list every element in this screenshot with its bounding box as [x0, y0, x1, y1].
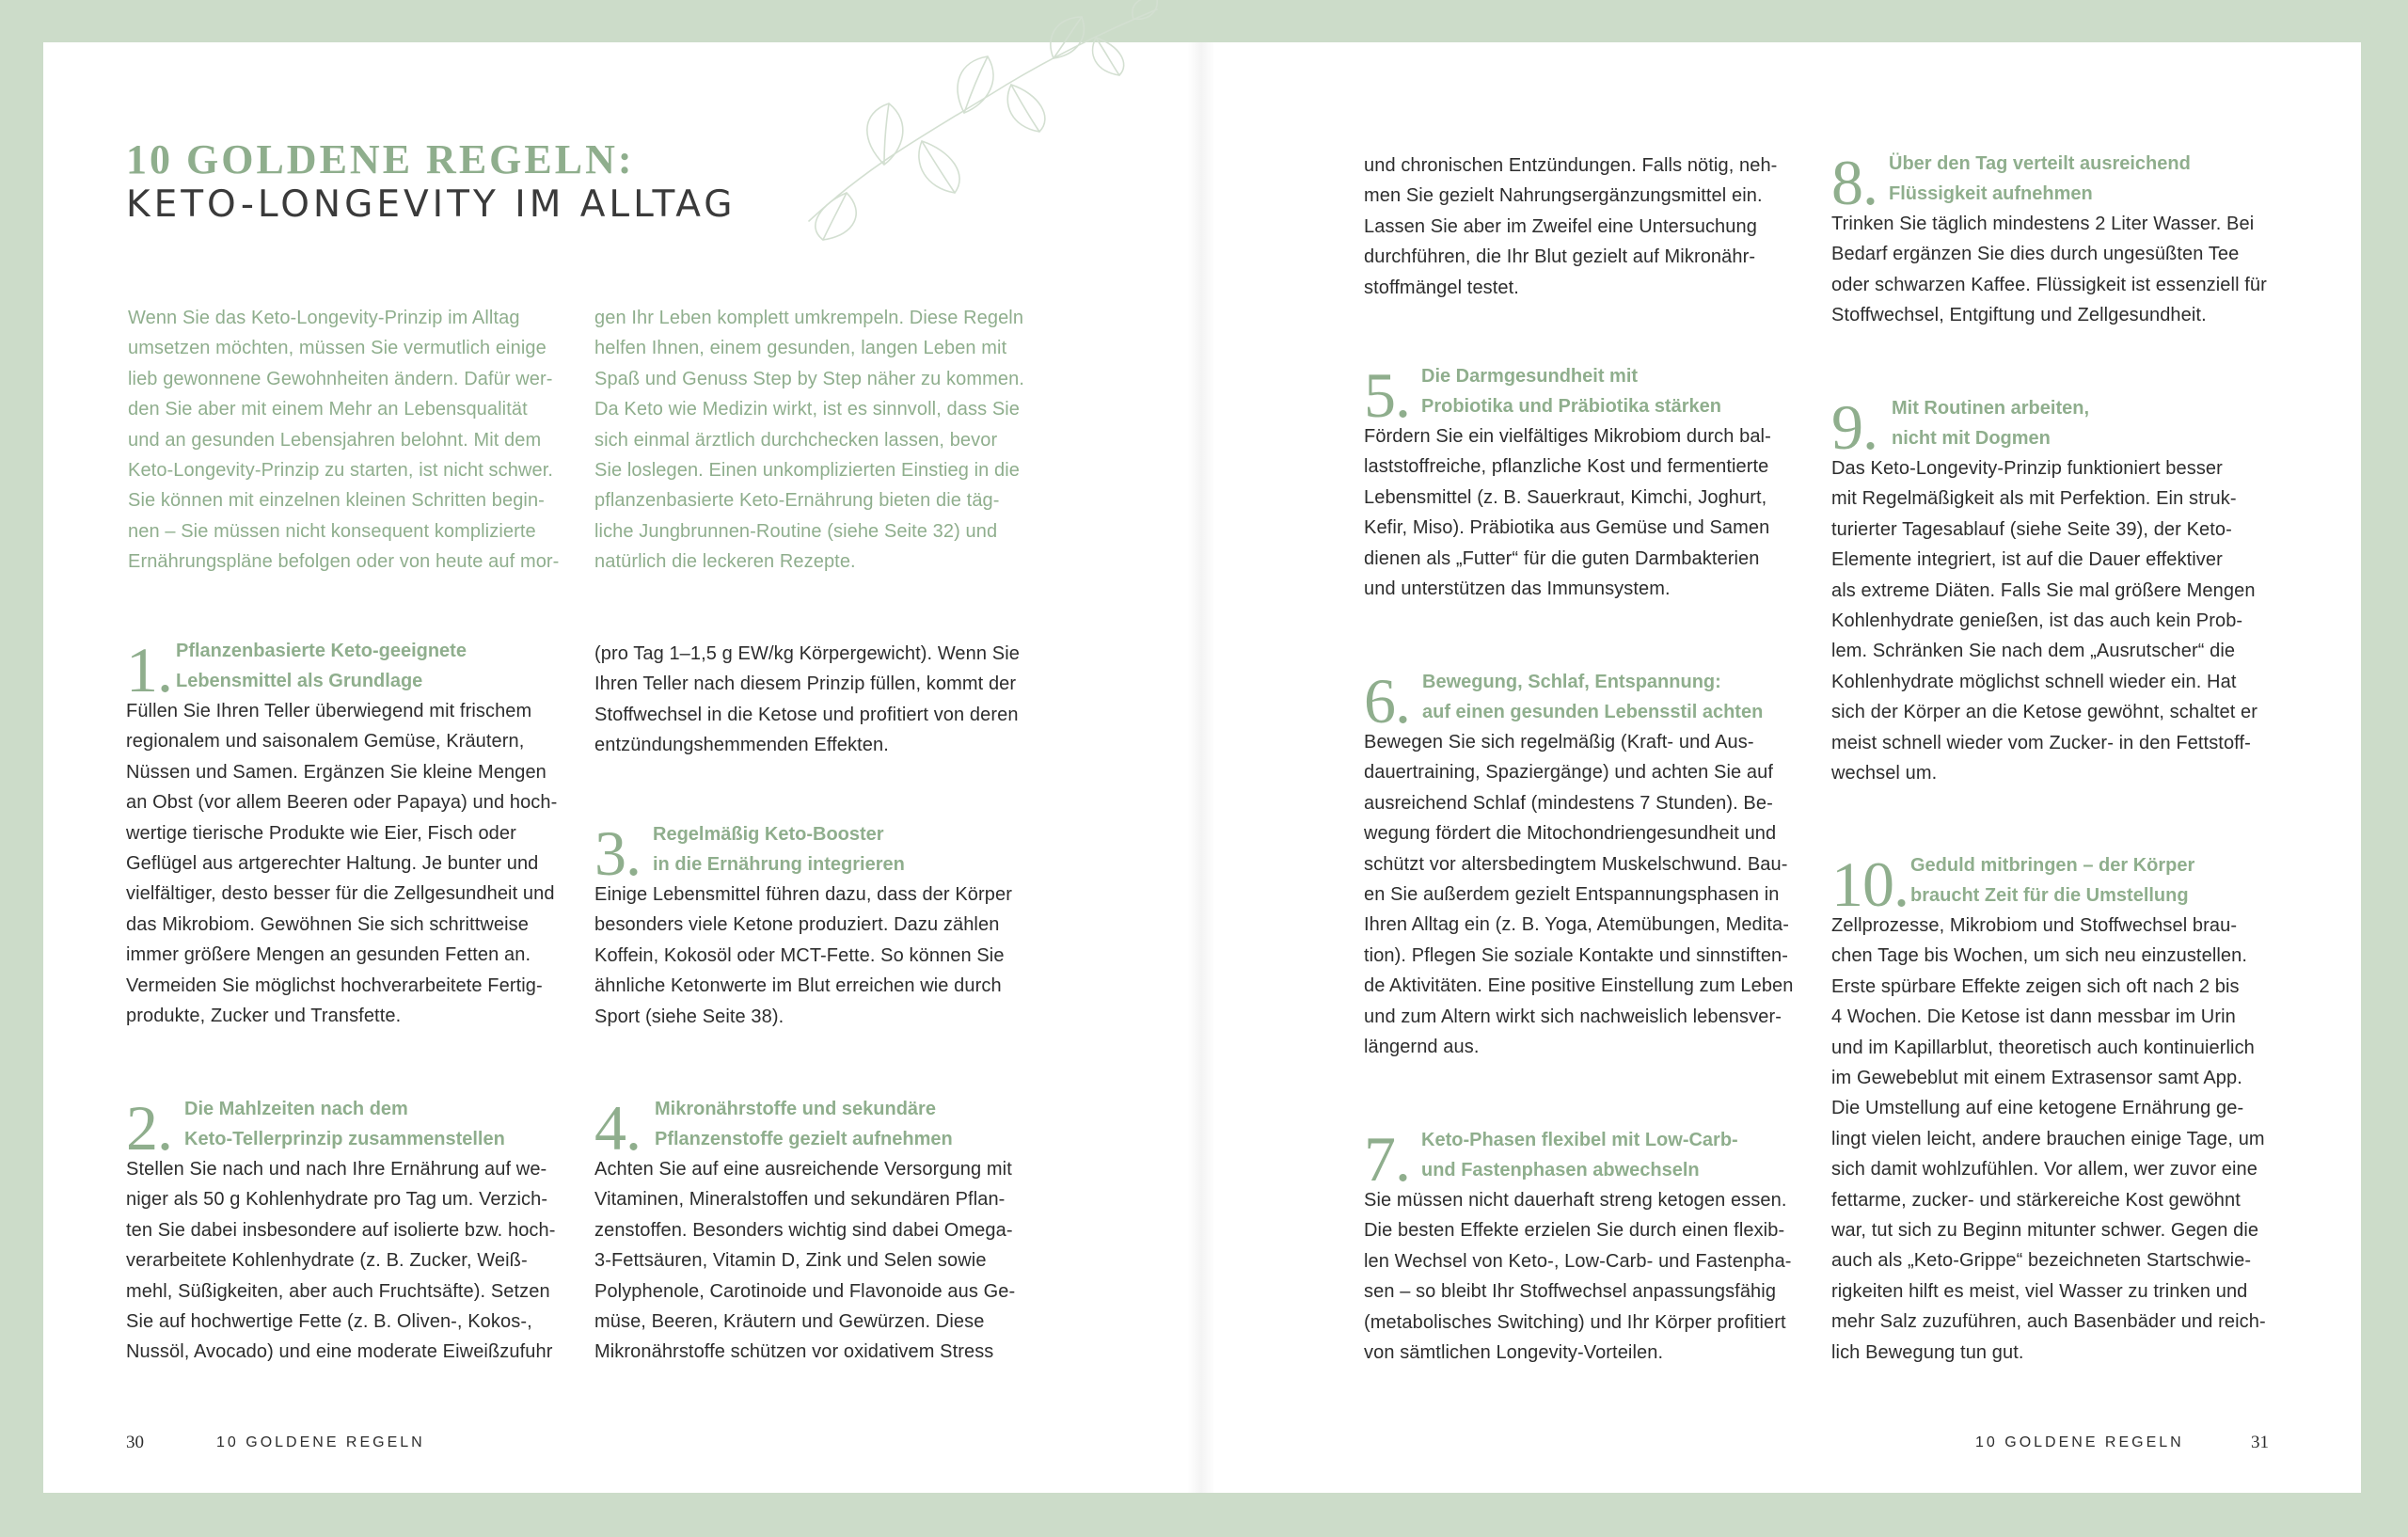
rule-text-line: sich damit wohlzufühlen. Vor allem, wer zuvor eine [1831, 1159, 2258, 1180]
rule-text-line: Mikronährstoffe schützen vor oxidativem Stress [594, 1341, 994, 1363]
rule-text-line: Füllen Sie Ihren Teller überwiegend mit frischem [126, 701, 532, 721]
rule-text-line: Bewegen Sie sich regelmäßig (Kraft- und Aus- [1364, 732, 1754, 753]
rule-text-line: das Mikrobiom. Gewöhnen Sie sich schrittweise [126, 913, 530, 935]
rule-text-line: längernd aus. [1364, 1037, 1480, 1058]
rule-text-line: Ihren Alltag ein (z. B. Yoga, Atemübungen, Medita- [1364, 914, 1789, 936]
rule-text-line: an Obst (vor allem Beeren oder Papaya) und hoch- [126, 792, 558, 814]
intro-line: liche Jungbrunnen-Routine (siehe Seite 32) und [594, 520, 998, 542]
rule-text-line: Sie auf hochwertige Fette (z. B. Oliven-, Kokos-, [126, 1311, 532, 1333]
rule-text-line: Stoffwechsel, Entgiftung und Zellgesundheit. [1831, 305, 2207, 326]
rule-text-line: Stellen Sie nach und nach Ihre Ernährung auf we- [126, 1159, 547, 1180]
rule-title-line: Flüssigkeit aufnehmen [1889, 183, 2093, 205]
rule-text-line: ten Sie dabei insbesondere auf isolierte bzw. hoch- [126, 1219, 556, 1241]
rule-text-line: niger als 50 g Kohlenhydrate pro Tag um. Verzich- [126, 1189, 548, 1211]
rule-text-line: Kohlenhydrate genießen, ist das auch kein Prob- [1831, 610, 2243, 632]
intro-line: Sie können mit einzelnen kleinen Schritten begin- [128, 490, 545, 512]
rule-title-line: Über den Tag verteilt ausreichend [1889, 153, 2191, 174]
rule-title-line: auf einen gesunden Lebensstil achten [1422, 702, 1764, 723]
page-title-line2: KETO-LONGEVITY IM ALLTAG [126, 183, 737, 226]
rule-text-line: Zellprozesse, Mikrobiom und Stoffwechsel brau- [1831, 915, 2238, 936]
rule-title-line: Geduld mitbringen – der Körper [1910, 855, 2195, 876]
rule-text-line: sich der Körper an die Ketose gewöhnt, schaltet er [1831, 702, 2258, 723]
rule-text-line: müse, Beeren, Kräutern und Gewürzen. Diese [594, 1311, 985, 1333]
rule-text-line: oder schwarzen Kaffee. Flüssigkeit ist essenziell für [1831, 274, 2267, 295]
rule-text-line: Nüssen und Samen. Ergänzen Sie kleine Mengen [126, 761, 547, 783]
rule-text-line: dienen als „Futter“ für die guten Darmbakterien [1364, 547, 1760, 569]
rule-text-line: als extreme Diäten. Falls Sie mal größere Mengen [1831, 579, 2256, 601]
rule-8 [1831, 147, 2302, 331]
intro-line: sich einmal ärztlich durchchecken lassen, bevor [594, 429, 998, 451]
rule-text-line: mit Regelmäßigkeit als mit Perfektion. Ein struk- [1831, 488, 2237, 510]
rule-text-line: men Sie gezielt Nahrungsergänzungsmittel ein. [1364, 185, 1763, 207]
rule-text-line: dauertraining, Spaziergänge) und achten Sie auf [1364, 762, 1774, 784]
rule-7 [1364, 1123, 1834, 1368]
intro-column-1 [128, 303, 570, 578]
rule-text-line: entzündungshemmenden Effekten. [594, 735, 889, 756]
rule-number: 10. [1831, 848, 1909, 920]
rule-title-line: braucht Zeit für die Umstellung [1910, 885, 2189, 907]
rule-text-line: war, tut sich zu Beginn mitunter schwer. Gegen die [1831, 1220, 2259, 1242]
rule-text-line: wegung fördert die Mitochondriengesundheit und [1364, 823, 1777, 845]
rule-number: 7. [1364, 1123, 1410, 1195]
rule-1 [126, 634, 596, 1031]
rule-number: 5. [1364, 359, 1410, 431]
rule-text-line: schützt vor altersbedingtem Muskelschwund. Bau- [1364, 853, 1788, 875]
rule-text-line: Geflügel aus artgerechter Haltung. Je bunter und [126, 853, 539, 875]
rule-text-line: produkte, Zucker und Transfette. [126, 1006, 402, 1027]
rule-text-line: Fördern Sie ein vielfältiges Mikrobiom durch bal- [1364, 426, 1771, 447]
rule-9 [1831, 391, 2302, 788]
rule-text-line: Achten Sie auf eine ausreichende Versorgung mit [594, 1159, 1012, 1180]
rule-text-line: stoffmängel testet. [1364, 277, 1519, 298]
rule-title-line: Bewegung, Schlaf, Entspannung: [1422, 672, 1721, 692]
rule-title-line: nicht mit Dogmen [1892, 428, 2051, 450]
rule-number: 9. [1831, 391, 1877, 463]
intro-line: nen – Sie müssen nicht konsequent komplizierte [128, 520, 536, 542]
intro-line: pflanzenbasierte Keto-Ernährung bieten die täg- [594, 490, 1000, 512]
rule-text-line: 4 Wochen. Die Ketose ist dann messbar im Urin [1831, 1006, 2236, 1028]
rule-title-line: Lebensmittel als Grundlage [176, 671, 423, 692]
rule-text-line: Sport (siehe Seite 38). [594, 1006, 784, 1027]
rule-text-line: durchführen, die Ihr Blut gezielt auf Mikronähr- [1364, 246, 1756, 268]
rule-number: 4. [594, 1092, 641, 1164]
rule-text-line: Die Umstellung auf eine ketogene Ernährung ge- [1831, 1098, 2244, 1119]
rule-text-line: Das Keto-Longevity-Prinzip funktioniert besser [1831, 458, 2223, 479]
rule-10 [1831, 848, 2302, 1368]
rule-text-line: Koffein, Kokosöl oder MCT-Fette. So können Sie [594, 944, 1005, 966]
intro-line: und an gesunden Lebensjahren belohnt. Mit dem [128, 429, 542, 451]
intro-line: Da Keto wie Medizin wirkt, ist es sinnvoll, dass Sie [594, 399, 1021, 420]
rule-text-line: (metabolisches Switching) und Ihr Körper profitiert [1364, 1311, 1786, 1333]
rule-text-line: Nussöl, Avocado) und eine moderate Eiweißzufuhr [126, 1341, 553, 1363]
rule-number: 6. [1364, 665, 1410, 737]
intro-line: natürlich die leckeren Rezepte. [594, 551, 856, 573]
intro-column-2 [594, 303, 1037, 578]
leaf-branch-icon [771, 0, 1166, 254]
rule-text-line: regionalem und saisonalem Gemüse, Kräutern, [126, 731, 525, 753]
rule-6 [1364, 665, 1834, 1062]
rule-text-line: Bedarf ergänzen Sie dies durch ungesüßten Tee [1831, 244, 2240, 265]
rule-text-line: Stoffwechsel in die Ketose und profitiert von deren [594, 704, 1019, 725]
rule-text-line: meist schnell wieder vom Zucker- in den Fettstoff- [1831, 732, 2251, 753]
rule-title-line: Mit Routinen arbeiten, [1892, 398, 2089, 419]
rule-text-line: und unterstützen das Immunsystem. [1364, 578, 1671, 600]
rule-text-line: Einige Lebensmittel führen dazu, dass der Körper [594, 884, 1012, 905]
rule-text-line: fettarme, zucker- und stärkereiche Kost gewöhnt [1831, 1189, 2241, 1211]
rule-title-line: Pflanzenstoffe gezielt aufnehmen [655, 1129, 953, 1150]
rule-text-line: chen Tage bis Wochen, um sich neu einzustellen. [1831, 945, 2248, 967]
rule-text-line: Ihren Teller nach diesem Prinzip füllen, kommt der [594, 673, 1017, 695]
rule-text-line: laststoffreiche, pflanzliche Kost und fermentierte [1364, 456, 1769, 478]
rule-number: 3. [594, 817, 641, 889]
rule-text-line: Vitaminen, Mineralstoffen und sekundären Pflan- [594, 1189, 1006, 1211]
rule-title-line: Probiotika und Präbiotika stärken [1421, 396, 1721, 418]
rule-text-line: Kohlenhydrate möglichst schnell wieder ein. Hat [1831, 671, 2237, 692]
intro-line: Sie loslegen. Einen unkomplizierten Einstieg in die [594, 460, 1021, 482]
rule-number: 2. [126, 1092, 172, 1164]
rule-title-line: Regelmäßig Keto-Booster [653, 824, 884, 845]
rule-text-line: (pro Tag 1–1,5 g EW/kg Körpergewicht). Wenn Sie [594, 643, 1020, 664]
rule-title-line: Keto-Phasen flexibel mit Low-Carb- [1421, 1130, 1738, 1150]
rule-text-line: ausreichend Schlaf (mindestens 7 Stunden). Be- [1364, 792, 1773, 814]
running-head-left: 10 GOLDENE REGELN [216, 1434, 425, 1450]
intro-line: Wenn Sie das Keto-Longevity-Prinzip im Alltag [128, 308, 520, 328]
rule-text-line: wertige tierische Produkte wie Eier, Fisch oder [126, 822, 516, 844]
rule-text-line: Lassen Sie aber im Zweifel eine Untersuchung [1364, 215, 1757, 237]
intro-line: lieb gewonnene Gewohnheiten ändern. Dafür wer- [128, 368, 553, 389]
running-head-right: 10 GOLDENE REGELN [1975, 1434, 2184, 1450]
page-title-line1: 10 GOLDENE REGELN: [126, 136, 635, 182]
rule-text-line: wechsel um. [1831, 763, 1938, 784]
rule-title-line: und Fastenphasen abwechseln [1421, 1160, 1700, 1181]
rule-text-line: Vermeiden Sie möglichst hochverarbeitete Fertig- [126, 974, 543, 996]
rule-text-line: de Aktivitäten. Eine positive Einstellung zum Leben [1364, 975, 1794, 997]
rule-number: 8. [1831, 147, 1877, 218]
page-number-left: 30 [126, 1433, 144, 1452]
rule-text-line: sen – so bleibt Ihr Stoffwechsel anpassungsfähig [1364, 1281, 1777, 1303]
rule-4 [594, 1092, 1065, 1368]
rule-title-line: Mikronährstoffe und sekundäre [655, 1099, 936, 1119]
rule-text-line: im Gewebeblut mit einem Extrasensor samt App. [1831, 1068, 2242, 1089]
rule-text-line: Die besten Effekte erzielen Sie durch einen flexib- [1364, 1220, 1785, 1242]
rule-title-line: Die Mahlzeiten nach dem [184, 1099, 408, 1119]
rule-text-line: Polyphenole, Carotinoide und Flavonoide aus Ge- [594, 1280, 1016, 1302]
rule-text-line: rigkeiten hilft es meist, viel Wasser zu trinken und [1831, 1280, 2248, 1302]
rule-text-line: besonders viele Ketone produziert. Dazu zählen [594, 914, 1000, 936]
rule-text-line: und zum Altern wirkt sich nachweislich lebensver- [1364, 1006, 1782, 1027]
rule-title-line: Keto-Tellerprinzip zusammenstellen [184, 1129, 505, 1150]
rule-text-line: mehr Salz zuzuführen, auch Basenbäder und reich- [1831, 1311, 2266, 1333]
rule-text-line: von sämtlichen Longevity-Vorteilen. [1364, 1342, 1664, 1364]
rule-3 [594, 817, 1065, 1032]
rule-text-line: auch als „Keto-Grippe“ bezeichneten Startschwie- [1831, 1250, 2252, 1272]
rule-text-line: mehl, Süßigkeiten, aber auch Fruchtsäfte). Setzen [126, 1280, 550, 1302]
rule-text-line: lem. Schränken Sie nach dem „Ausrutscher“ die [1831, 641, 2236, 662]
intro-line: umsetzen möchten, müssen Sie vermutlich einige [128, 338, 547, 359]
rule-text-line: Erste spürbare Effekte zeigen sich oft nach 2 bis [1831, 975, 2240, 997]
rule-text-line: tion). Pflegen Sie soziale Kontakte und sinnstiften- [1364, 944, 1789, 966]
rule-text-line: verarbeitete Kohlenhydrate (z. B. Zucker, Weiß- [126, 1250, 528, 1272]
intro-line: den Sie aber mit einem Mehr an Lebensqualität [128, 399, 528, 420]
page-number-right: 31 [2251, 1433, 2269, 1452]
rule-text-line: Lebensmittel (z. B. Sauerkraut, Kimchi, Joghurt, [1364, 486, 1767, 508]
rule-text-line: Trinken Sie täglich mindestens 2 Liter Wasser. Bei [1831, 214, 2255, 234]
rule-text-line: lich Bewegung tun gut. [1831, 1341, 2024, 1363]
rule-continuation [594, 639, 1065, 761]
rule-text-line: und chronischen Entzündungen. Falls nötig, neh- [1364, 155, 1778, 176]
rule-text-line: Elemente integriert, ist auf die Dauer effektiver [1831, 549, 2223, 571]
rule-5 [1364, 359, 1834, 604]
rule-text-line: Sie müssen nicht dauerhaft streng ketogen essen. [1364, 1190, 1787, 1211]
rule-title-line: Pflanzenbasierte Keto-geeignete [176, 641, 467, 661]
intro-line: gen Ihr Leben komplett umkrempeln. Diese Regeln [594, 308, 1024, 328]
rule-number: 1. [126, 634, 172, 705]
intro-line: helfen Ihnen, einem gesunden, langen Leben mit [594, 338, 1007, 359]
intro-line: Ernährungspläne befolgen oder von heute auf mor- [128, 551, 560, 573]
gutter-shadow [1187, 42, 1215, 1493]
rule-text-line: immer größere Mengen an gesunden Fetten an. [126, 944, 531, 966]
rule-continuation [1364, 151, 1834, 303]
rule-text-line: zenstoffen. Besonders wichtig sind dabei Omega- [594, 1219, 1013, 1241]
rule-2 [126, 1092, 596, 1368]
rule-text-line: len Wechsel von Keto-, Low-Carb- und Fastenpha- [1364, 1250, 1792, 1272]
intro-line: Keto-Longevity-Prinzip zu starten, ist nicht schwer. [128, 460, 554, 482]
intro-line: Spaß und Genuss Step by Step näher zu kommen. [594, 368, 1024, 389]
rule-text-line: Kefir, Miso). Präbiotika aus Gemüse und Samen [1364, 517, 1770, 539]
rule-text-line: ähnliche Ketonwerte im Blut erreichen wie durch [594, 975, 1002, 997]
rule-title-line: Die Darmgesundheit mit [1421, 366, 1639, 387]
rule-text-line: 3-Fettsäuren, Vitamin D, Zink und Selen sowie [594, 1250, 987, 1272]
rule-text-line: turierter Tagesablauf (siehe Seite 39), der Keto- [1831, 518, 2232, 540]
rule-title-line: in die Ernährung integrieren [653, 854, 905, 876]
rule-text-line: und im Kapillarblut, theoretisch auch kontinuierlich [1831, 1037, 2255, 1058]
rule-text-line: lingt vielen leicht, andere brauchen einige Tage, um [1831, 1128, 2265, 1149]
rule-text-line: vielfältiger, desto besser für die Zellgesundheit und [126, 883, 555, 905]
rule-text-line: en Sie außerdem gezielt Entspannungsphasen in [1364, 884, 1780, 906]
